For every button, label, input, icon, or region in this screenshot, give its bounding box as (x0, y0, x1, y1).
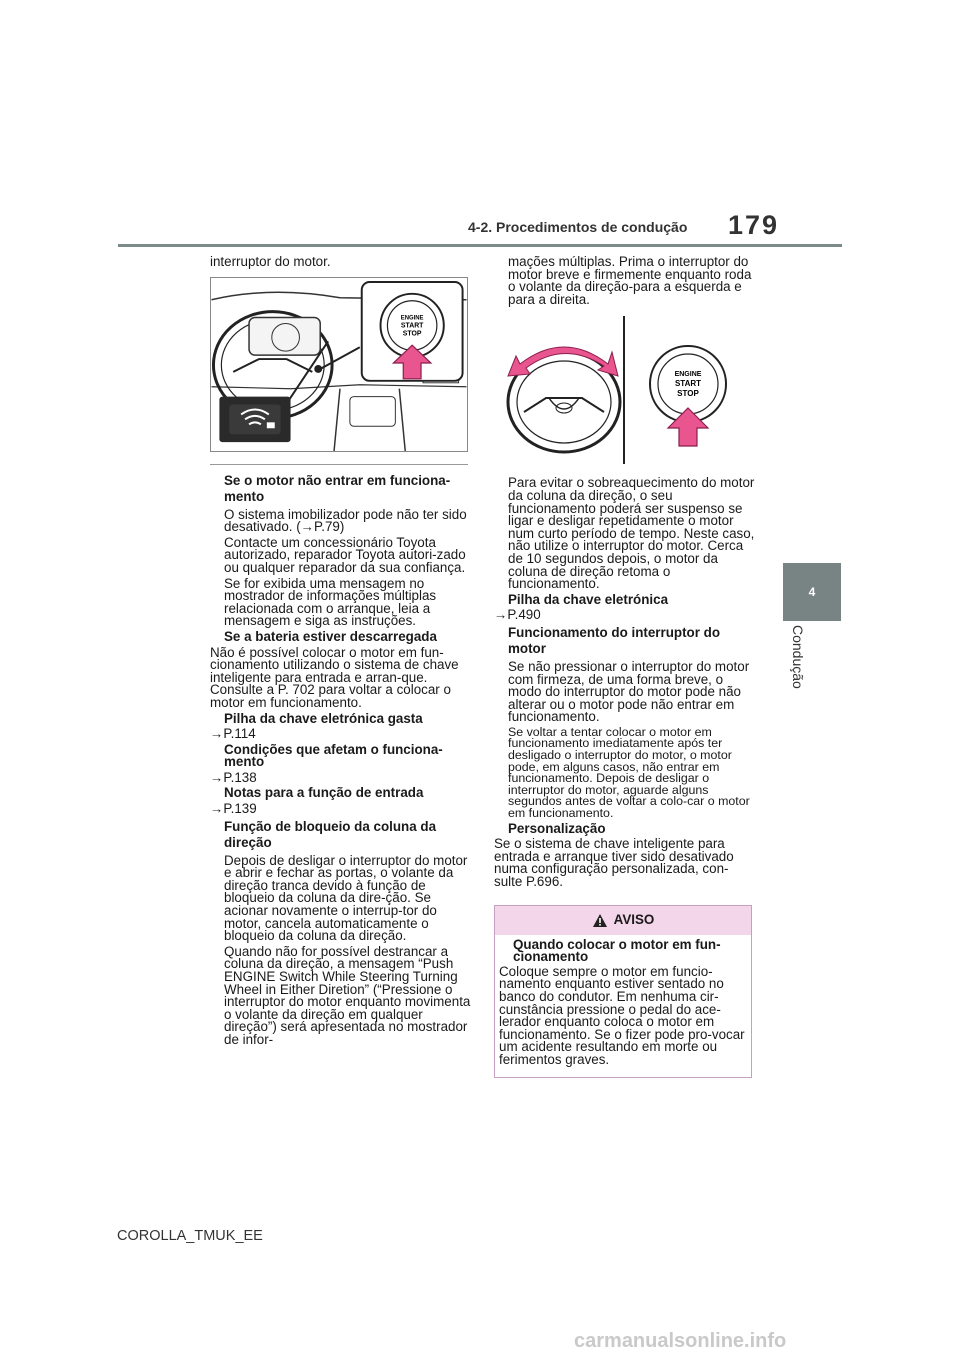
text-retry-start: Se voltar a tentar colocar o motor em funcionamento imediatamente após ter desligado o interruptor do motor, o motor pode, em alguns casos, não entrar em funcionamento. Depois de desligar o interruptor do motor, aguarde alguns segundos antes de voltar a colo-car o motor em funcionamento. (508, 724, 750, 821)
fig2-start-label: START (674, 379, 702, 389)
text-steering-lock: Depois de desligar o interruptor do motor e abrir e fechar as portas, o volante da direção tranca devido à função de bloqueio da coluna da dire-ção. Se acionar novamente o interrup-tor do motor, cancela automaticamente o bloqueio da coluna da direção. (224, 852, 468, 944)
warning-header (495, 906, 751, 935)
section-title: 4-2. Procedimentos de condução (468, 219, 688, 235)
steering-button-illustration (494, 312, 752, 467)
heading-engine-not-start: Se o motor não entrar em funciona-mento (224, 472, 451, 505)
heading-entry-notes: Notas para a função de entrada (224, 785, 424, 801)
heading-switch-operation: Funcionamento do interruptor do motor (508, 624, 721, 657)
text-unlock-message: Quando não for possível destrancar a coluna da direção, a mensagem “Push ENGINE Switch While Steering Turning Wheel in Either Diretion” (“Pressione o interruptor do motor enquanto movimenta o volante da direção em qualquer direção”) será apresentada no mostrador de infor- (224, 943, 471, 1047)
heading-battery: Se a bateria estiver descarregada (224, 628, 437, 644)
right-column (494, 256, 756, 1078)
heading-key-battery-low: Pilha da chave eletrónica gasta (224, 710, 423, 726)
text-battery: Não é possível colocar o motor em fun-cionamento utilizando o sistema de chave inteligente para entrada e arran-que. Consulte a P. 702 para voltar a colocar o motor em funcionamento. (210, 644, 459, 710)
fig1-stop-label: STOP (402, 329, 422, 337)
chapter-tab[interactable] (783, 563, 841, 621)
text-immobilizer: O sistema imobilizador pode não ter sido desativado. (→P.79) (224, 506, 467, 535)
page-number: 179 (728, 210, 780, 240)
dashboard-illustration (210, 277, 468, 452)
link-p490[interactable]: →P.490 (494, 607, 541, 623)
warning-box (494, 905, 752, 1078)
fig2-engine-label: ENGINE (674, 371, 702, 379)
heading-conditions: Condições que afetam o funciona-mento (224, 741, 443, 770)
chapter-number: 4 (808, 585, 816, 599)
warning-triangle-icon (592, 913, 608, 928)
heading-key-battery: Pilha da chave eletrónica (508, 591, 669, 607)
left-column (210, 256, 472, 1050)
link-p139[interactable]: →P.139 (210, 801, 257, 817)
warning-text: Coloque sempre o motor em funcio-namento enquanto estiver sentado no banco do condutor. Em nenhuma cir-cunstância pressione o pedal do ace-lerador enquanto coloca o motor em funcionamento. Se o fizer pode pro-vocar um acidente resultando em morte ou ferimentos graves. (499, 963, 745, 1067)
text-continuation: mações múltiplas. Prima o interruptor do motor breve e firmemente enquanto roda o volante da direção-para a esquerda e para a direita. (508, 254, 752, 307)
text-switch-press: Se não pressionar o interruptor do motor com firmeza, de uma forma breve, o modo do interruptor do motor pode não alterar ou o motor pode não entrar em funcionamento. (508, 658, 750, 725)
text-contact-dealer: Contacte um concessionário Toyota autorizado, reparador Toyota autori-zado ou qualquer reparador da sua confiança. (224, 534, 466, 575)
link-p114[interactable]: →P.114 (210, 726, 256, 742)
heading-customization: Personalização (508, 820, 606, 836)
header-rule (118, 244, 842, 247)
text-customization: Se o sistema de chave inteligente para entrada e arranque tiver sido desativado numa configuração personalizada, con-sulte P.696. (494, 836, 734, 889)
section-separator (210, 464, 468, 465)
intro-text: interruptor do motor. (210, 254, 331, 269)
fig1-start-label: START (400, 322, 424, 330)
warning-heading: Quando colocar o motor em fun-cionamento (513, 936, 721, 965)
heading-steering-lock: Função de bloqueio da coluna da direção (224, 818, 437, 851)
fig1-engine-label: ENGINE (400, 315, 424, 322)
text-message: Se for exibida uma mensagem no mostrador de informações múltiplas relacionada com o arranque, leia a mensagem e siga as instruções. (224, 575, 437, 629)
fig2-stop-label: STOP (677, 389, 699, 399)
text-overheating: Para evitar o sobreaquecimento do motor da coluna da direção, o seu funcionamento poderá ser suspenso se ligar e desligar repetidamente o motor num curto período de tempo. Neste caso, não utilize o interruptor do motor. Cerca de 10 segundos depois, o motor da coluna de direção retoma o funcionamento. (508, 475, 755, 592)
link-p138[interactable]: →P.138 (210, 769, 257, 785)
warning-title: AVISO (613, 911, 655, 927)
chapter-label: Condução (790, 625, 806, 689)
watermark: carmanualsonline.info (574, 1330, 787, 1352)
footer-model: COROLLA_TMUK_EE (117, 1228, 263, 1244)
